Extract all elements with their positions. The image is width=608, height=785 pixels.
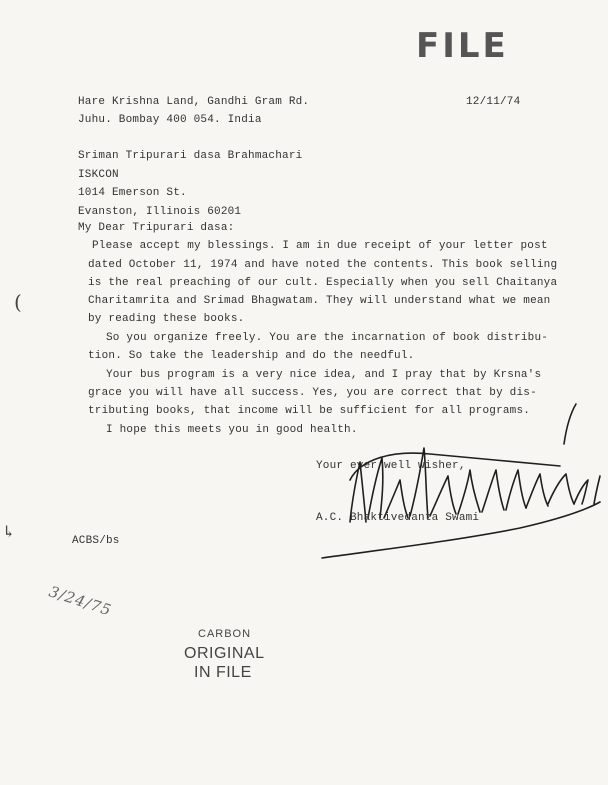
recipient-org: ISKCON (78, 169, 119, 181)
recipient-city: Evanston, Illinois 60201 (78, 206, 242, 218)
body-line: Please accept my blessings. I am in due receipt of your letter post (92, 240, 548, 252)
sender-address-line1: Hare Krishna Land, Gandhi Gram Rd. (78, 96, 310, 108)
signatory-name: A.C. Bhaktivedanta Swami (316, 512, 480, 524)
file-stamp: FILE (416, 26, 509, 66)
closing: Your ever well wisher, (316, 460, 466, 472)
body-line: grace you will have all success. Yes, you are correct that by dis- (88, 387, 537, 399)
signature (320, 400, 608, 565)
body-line: tributing books, that income will be sufficient for all programs. (88, 405, 531, 417)
body-line: is the real preaching of our cult. Especially when you sell Chaitanya (88, 277, 558, 289)
salutation: My Dear Tripurari dasa: (78, 222, 235, 234)
typist-initials: ACBS/bs (72, 535, 120, 547)
body-line: So you organize freely. You are the incarnation of book distribu- (106, 332, 549, 344)
body-line: Your bus program is a very nice idea, and I pray that by Krsna's (106, 369, 542, 381)
recipient-name: Sriman Tripurari dasa Brahmachari (78, 150, 303, 162)
letter-date: 12/11/74 (466, 96, 521, 108)
carbon-stamp-line2: ORIGINAL (184, 645, 265, 662)
sender-address-line2: Juhu. Bombay 400 054. India (78, 114, 262, 126)
carbon-stamp-line1: CARBON (198, 628, 252, 640)
carbon-stamp-line3: IN FILE (194, 664, 252, 681)
body-line: Charitamrita and Srimad Bhagwatam. They will understand what we mean (88, 295, 551, 307)
recipient-street: 1014 Emerson St. (78, 187, 187, 199)
margin-mark: ( (14, 290, 22, 314)
body-line: dated October 11, 1974 and have noted the contents. This book selling (88, 259, 558, 271)
margin-tick: ↳ (2, 522, 16, 541)
handwritten-note: 3/24/75 (46, 582, 115, 620)
body-line: I hope this meets you in good health. (106, 424, 358, 436)
body-line: tion. So take the leadership and do the needful. (88, 350, 415, 362)
body-line: by reading these books. (88, 313, 245, 325)
